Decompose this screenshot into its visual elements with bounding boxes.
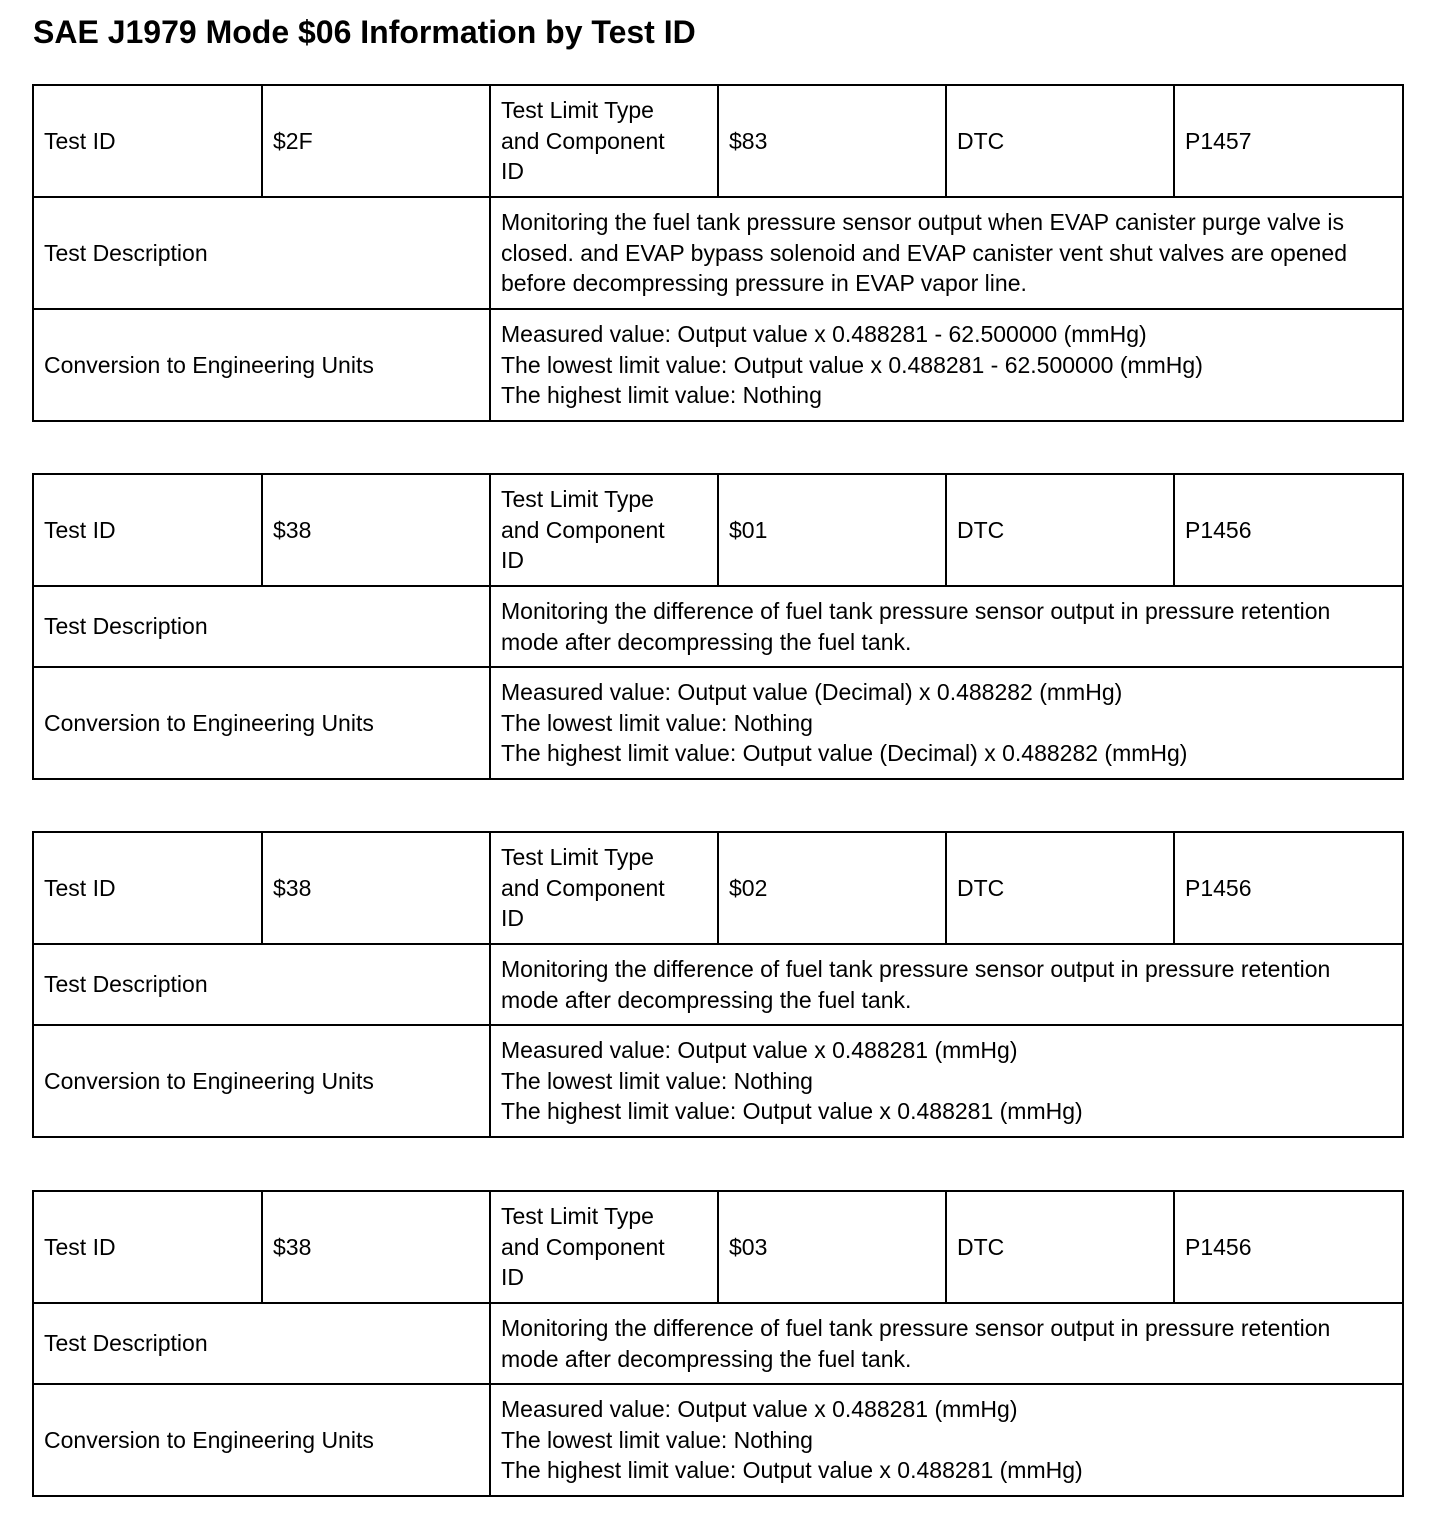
dtc-label: DTC [946,474,1174,586]
conversion-row [33,1384,1403,1496]
description-label: Test Description [33,1303,490,1384]
description-row [33,197,1403,309]
dtc-value: P1456 [1174,832,1403,944]
measured-value-line: Measured value: Output value x 0.488281 (mmHg) [501,1037,1018,1064]
dtc-value: P1456 [1174,1191,1403,1303]
header-row [33,85,1403,197]
conversion-label: Conversion to Engineering Units [33,1025,490,1137]
limit-type-label: Test Limit Type and Component ID [490,1191,718,1303]
conversion-value [490,1384,1403,1496]
description-row [33,1303,1403,1384]
test-id-value: $38 [262,832,490,944]
conversion-value [490,667,1403,779]
description-label: Test Description [33,586,490,667]
conversion-label: Conversion to Engineering Units [33,667,490,779]
test-id-value: $38 [262,1191,490,1303]
limit-type-label: Test Limit Type and Component ID [490,832,718,944]
limit-type-value: $01 [718,474,946,586]
limit-type-value: $02 [718,832,946,944]
conversion-row [33,667,1403,779]
header-row [33,474,1403,586]
conversion-row [33,309,1403,421]
limit-type-value: $03 [718,1191,946,1303]
dtc-value: P1457 [1174,85,1403,197]
test-info-table [32,84,1404,422]
description-label: Test Description [33,944,490,1025]
test-id-label: Test ID [33,85,262,197]
page-title: SAE J1979 Mode $06 Information by Test ID [33,14,696,50]
test-id-label: Test ID [33,474,262,586]
dtc-label: DTC [946,1191,1174,1303]
description-value: Monitoring the difference of fuel tank pressure sensor output in pressure retention mode after decompressing the fuel tank. [490,944,1403,1025]
dtc-value: P1456 [1174,474,1403,586]
header-row [33,832,1403,944]
lowest-limit-line: The lowest limit value: Nothing [501,709,813,736]
measured-value-line: Measured value: Output value (Decimal) x 0.488282 (mmHg) [501,679,1123,706]
conversion-value [490,1025,1403,1137]
test-id-value: $38 [262,474,490,586]
test-id-label: Test ID [33,832,262,944]
test-id-value: $2F [262,85,490,197]
conversion-label: Conversion to Engineering Units [33,309,490,421]
description-row [33,944,1403,1025]
description-value: Monitoring the difference of fuel tank pressure sensor output in pressure retention mode after decompressing the fuel tank. [490,1303,1403,1384]
description-row [33,586,1403,667]
limit-type-label: Test Limit Type and Component ID [490,85,718,197]
description-label: Test Description [33,197,490,309]
measured-value-line: Measured value: Output value x 0.488281 (mmHg) [501,1396,1018,1423]
highest-limit-line: The highest limit value: Output value x 0.488281 (mmHg) [501,1457,1083,1484]
description-value: Monitoring the difference of fuel tank pressure sensor output in pressure retention mode after decompressing the fuel tank. [490,586,1403,667]
limit-type-value: $83 [718,85,946,197]
highest-limit-line: The highest limit value: Output value x 0.488281 (mmHg) [501,1098,1083,1125]
lowest-limit-line: The lowest limit value: Nothing [501,1426,813,1453]
lowest-limit-line: The lowest limit value: Nothing [501,1067,813,1094]
test-info-table [32,473,1404,780]
limit-type-label: Test Limit Type and Component ID [490,474,718,586]
test-id-label: Test ID [33,1191,262,1303]
header-row [33,1191,1403,1303]
conversion-row [33,1025,1403,1137]
test-info-table [32,1190,1404,1497]
description-value: Monitoring the fuel tank pressure sensor output when EVAP canister purge valve is closed. and EVAP bypass solenoid and EVAP canister vent shut valves are opened before decompressing pressure in EVAP vapor line. [490,197,1403,309]
measured-value-line: Measured value: Output value x 0.488281 - 62.500000 (mmHg) [501,321,1147,348]
dtc-label: DTC [946,85,1174,197]
highest-limit-line: The highest limit value: Nothing [501,382,822,409]
highest-limit-line: The highest limit value: Output value (Decimal) x 0.488282 (mmHg) [501,740,1188,767]
dtc-label: DTC [946,832,1174,944]
test-info-table [32,831,1404,1138]
conversion-label: Conversion to Engineering Units [33,1384,490,1496]
lowest-limit-line: The lowest limit value: Output value x 0.488281 - 62.500000 (mmHg) [501,351,1203,378]
conversion-value [490,309,1403,421]
